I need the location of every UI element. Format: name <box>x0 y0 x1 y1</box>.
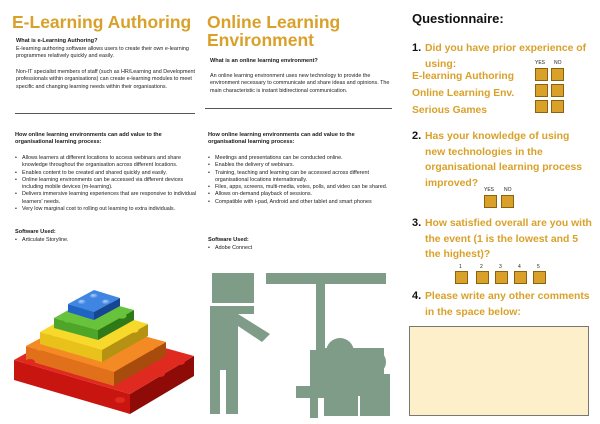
question-1-line2: using: <box>425 59 457 70</box>
list-item: • Online learning environments can be accessed via different devices including mobile devices (m-learning). <box>15 177 197 192</box>
checkbox-elearning-no[interactable] <box>551 68 564 81</box>
rating-box-1[interactable] <box>455 271 468 284</box>
software-used-heading-2: Software Used: <box>208 237 249 243</box>
divider <box>15 113 195 114</box>
elearning-benefits-list <box>15 155 197 213</box>
list-item: • Adobe Connect <box>208 245 378 252</box>
what-is-online-heading: What is an online learning environment? <box>210 58 318 64</box>
online-learning-title-line1: Online Learning <box>207 12 341 32</box>
checkbox-serious-yes[interactable] <box>535 100 548 113</box>
yes-label: YES <box>535 60 546 66</box>
list-item: • Very low marginal cost to rolling out learning to extra individuals. <box>15 206 197 213</box>
yes-label: YES <box>484 187 495 193</box>
checkbox-online-no[interactable] <box>551 84 564 97</box>
what-is-online-p: An online learning environment uses new technology to provide the environment necessary to communicate and share ideas and opinions. The main characteristic is instant bidirectional communication. <box>210 73 390 94</box>
software-list-1 <box>15 237 185 244</box>
list-item: • Allows learners at different locations to access webinars and share knowledge throughout the organisation across different locations. <box>15 155 197 170</box>
teaching-figure-icon <box>204 266 396 424</box>
list-item: • Allows on-demand playback of sessions. <box>208 191 394 198</box>
rating-label-4: 4 <box>518 264 521 270</box>
question-4-line2: in the space below: <box>425 307 521 318</box>
rating-box-2[interactable] <box>476 271 489 284</box>
rating-box-5[interactable] <box>533 271 546 284</box>
checkbox-knowledge-no[interactable] <box>501 195 514 208</box>
what-is-elearning-p1: E-learning authoring software allows users to create their own e-learning programmes relatively quickly and easily. <box>16 46 189 60</box>
value-heading-online: How online learning environments can add value to the organisational learning process: <box>208 132 355 145</box>
checkbox-serious-no[interactable] <box>551 100 564 113</box>
rating-label-1: 1 <box>459 264 462 270</box>
question-3-line3: the highest)? <box>425 249 491 260</box>
checkbox-online-yes[interactable] <box>535 84 548 97</box>
value-heading-elearning: How online learning environments can add value to the organisational learning process: <box>15 132 162 145</box>
question-2-line4: improved? <box>425 177 479 189</box>
list-item: • Compatible with i-pad, Android and other tablet and smart phones <box>208 199 394 206</box>
question-3-number: 3. <box>412 217 422 229</box>
question-1-number: 1. <box>412 42 422 54</box>
comments-textarea[interactable] <box>409 326 589 416</box>
online-benefits-list <box>208 155 394 206</box>
no-label: NO <box>554 60 562 66</box>
option-serious-games: Serious Games <box>412 105 487 116</box>
question-2-line1: Has your knowledge of using <box>425 131 570 142</box>
rating-box-4[interactable] <box>514 271 527 284</box>
list-item: • Enables content to be created and shared quickly and easily. <box>15 170 197 177</box>
option-elearning-authoring: E-learning Authoring <box>412 71 515 82</box>
rating-label-3: 3 <box>499 264 502 270</box>
checkbox-elearning-yes[interactable] <box>535 68 548 81</box>
no-label: NO <box>504 187 512 193</box>
question-1-line1: Did you have prior experience of <box>425 43 587 54</box>
question-2-line2: new technologies in the <box>425 146 543 158</box>
question-2-line3: organisational learning process <box>425 162 583 173</box>
question-4-number: 4. <box>412 290 422 302</box>
question-3-line1: How satisfied overall are you with <box>425 218 592 229</box>
question-4-line1: Please write any other comments <box>425 291 590 302</box>
software-used-heading-1: Software Used: <box>15 229 56 235</box>
question-2-number: 2. <box>412 130 422 142</box>
elearning-authoring-title: E-Learning Authoring <box>12 12 192 32</box>
list-item: • Training, teaching and learning can be accessed across different organisational locations internationally. <box>208 170 394 185</box>
what-is-elearning-p2: Non-IT specialist members of staff (such as HR/Learning and Development professionals within organisations) can create e-learning modules to meet specific and changing learning needs within their organisations. <box>16 69 195 90</box>
divider <box>205 108 392 109</box>
what-is-elearning-heading: What is e-Learning Authoring? <box>16 38 98 44</box>
rating-label-2: 2 <box>480 264 483 270</box>
checkbox-knowledge-yes[interactable] <box>484 195 497 208</box>
list-item: • Files, apps, screens, multi-media, votes, polls, and video can be shared. <box>208 184 394 191</box>
questionnaire-title: Questionnaire: <box>412 11 504 26</box>
software-list-2 <box>208 245 378 252</box>
lego-bricks-image <box>10 282 198 418</box>
option-online-learning: Online Learning Env. <box>412 88 515 99</box>
online-learning-title-line2: Environment <box>207 30 314 50</box>
rating-label-5: 5 <box>537 264 540 270</box>
question-3-line2: the event (1 is the lowest and 5 <box>425 233 579 245</box>
list-item: • Delivers immersive learning experiences that are responsive to individual learners' needs. <box>15 191 197 206</box>
list-item: • Meetings and presentations can be conducted online. <box>208 155 394 162</box>
list-item: • Enables the delivery of webinars. <box>208 162 394 169</box>
rating-box-3[interactable] <box>495 271 508 284</box>
list-item: • Articulate Storyline. <box>15 237 185 244</box>
